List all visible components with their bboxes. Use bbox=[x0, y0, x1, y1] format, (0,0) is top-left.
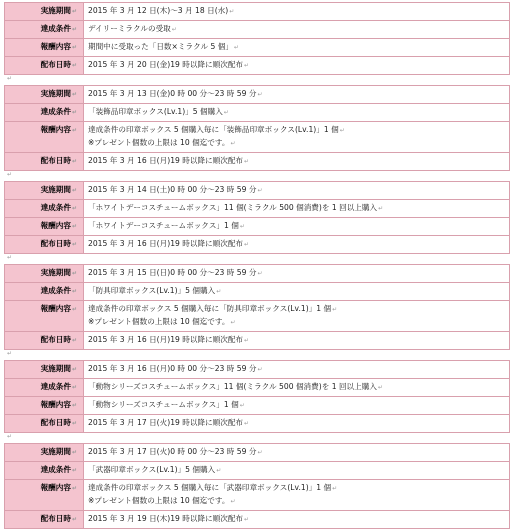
return-mark: ↵ bbox=[71, 127, 77, 134]
return-mark: ↵ bbox=[230, 319, 236, 326]
row-value bbox=[84, 39, 510, 57]
row-label-text: 実施期間 bbox=[40, 185, 71, 194]
row-label-text: 達成条件 bbox=[40, 382, 71, 391]
row-label bbox=[5, 153, 84, 171]
row-label bbox=[5, 200, 84, 218]
row-value bbox=[84, 265, 510, 283]
row-value bbox=[84, 86, 510, 104]
table-row bbox=[5, 361, 510, 379]
return-mark: ↵ bbox=[216, 288, 222, 295]
table-row bbox=[5, 397, 510, 415]
row-value bbox=[84, 511, 510, 529]
row-value bbox=[84, 462, 510, 480]
value-line bbox=[88, 267, 505, 280]
value-line bbox=[88, 399, 505, 412]
row-value bbox=[84, 57, 510, 75]
row-label-text: 実施期間 bbox=[40, 364, 71, 373]
return-mark: ↵ bbox=[257, 449, 263, 456]
value-line bbox=[88, 137, 505, 150]
return-mark: ↵ bbox=[71, 62, 77, 69]
value-line bbox=[88, 513, 505, 526]
row-label-text: 実施期間 bbox=[40, 447, 71, 456]
table-row bbox=[5, 283, 510, 301]
return-mark: ↵ bbox=[71, 306, 77, 313]
row-label-text: 配布日時 bbox=[40, 335, 71, 344]
value-line bbox=[88, 124, 505, 137]
table-row bbox=[5, 265, 510, 283]
value-line bbox=[88, 23, 505, 36]
row-label-text: 配布日時 bbox=[40, 418, 71, 427]
return-mark: ↵ bbox=[71, 420, 77, 427]
value-text: デイリーミラクルの受取 bbox=[88, 24, 171, 33]
row-value bbox=[84, 480, 510, 511]
row-value bbox=[84, 122, 510, 153]
return-mark: ↵ bbox=[71, 270, 77, 277]
row-label-text: 報酬内容 bbox=[40, 125, 71, 134]
return-mark: ↵ bbox=[257, 270, 263, 277]
return-mark: ↵ bbox=[332, 485, 338, 492]
row-label-text: 報酬内容 bbox=[40, 42, 71, 51]
value-text: 2015 年 3 月 14 日(土)0 時 00 分～23 時 59 分 bbox=[88, 185, 257, 194]
table-row bbox=[5, 332, 510, 350]
table-row bbox=[5, 462, 510, 480]
row-label-text: 報酬内容 bbox=[40, 221, 71, 230]
return-mark: ↵ bbox=[244, 516, 250, 523]
row-label-text: 報酬内容 bbox=[40, 400, 71, 409]
row-value bbox=[84, 415, 510, 433]
event-table bbox=[4, 85, 510, 171]
value-line bbox=[88, 59, 505, 72]
value-text: 2015 年 3 月 15 日(日)0 時 00 分～23 時 59 分 bbox=[88, 268, 257, 277]
row-label-text: 達成条件 bbox=[40, 24, 71, 33]
row-label bbox=[5, 480, 84, 511]
value-text: 「ホワイトデーコスチュームボックス」11 個(ミラクル 500 個消費)を 1 回以上購入 bbox=[88, 203, 378, 212]
return-mark: ↵ bbox=[7, 171, 13, 178]
value-text: 「動物シリーズコスチュームボックス」1 個 bbox=[88, 400, 239, 409]
value-line bbox=[88, 220, 505, 233]
value-line bbox=[88, 495, 505, 508]
row-value bbox=[84, 361, 510, 379]
value-text: 「動物シリーズコスチュームボックス」11 個(ミラクル 500 個消費)を 1 回以上購入 bbox=[88, 382, 377, 391]
event-table bbox=[4, 181, 510, 254]
return-mark: ↵ bbox=[71, 485, 77, 492]
row-label-text: 達成条件 bbox=[40, 286, 71, 295]
value-text: 2015 年 3 月 13 日(金)0 時 00 分～23 時 59 分 bbox=[88, 89, 257, 98]
value-text: 達成条件の印章ボックス 5 個購入毎に「武器印章ボックス(Lv.1)」1 個 bbox=[88, 483, 332, 492]
table-row bbox=[5, 153, 510, 171]
return-mark: ↵ bbox=[244, 337, 250, 344]
return-mark: ↵ bbox=[230, 498, 236, 505]
return-mark: ↵ bbox=[71, 187, 77, 194]
row-value bbox=[84, 301, 510, 332]
return-mark: ↵ bbox=[71, 288, 77, 295]
return-mark: ↵ bbox=[71, 467, 77, 474]
return-mark: ↵ bbox=[216, 467, 222, 474]
row-value bbox=[84, 332, 510, 350]
return-mark: ↵ bbox=[71, 516, 77, 523]
table-row bbox=[5, 511, 510, 529]
row-label-text: 実施期間 bbox=[40, 6, 71, 15]
row-label bbox=[5, 511, 84, 529]
value-line bbox=[88, 316, 505, 329]
table-row bbox=[5, 182, 510, 200]
value-line bbox=[88, 285, 505, 298]
table-row bbox=[5, 104, 510, 122]
paragraph-gap bbox=[4, 171, 510, 181]
event-table bbox=[4, 264, 510, 350]
value-text: 2015 年 3 月 20 日(金)19 時以降に順次配布 bbox=[88, 60, 244, 69]
return-mark: ↵ bbox=[71, 402, 77, 409]
return-mark: ↵ bbox=[71, 158, 77, 165]
row-label-text: 達成条件 bbox=[40, 107, 71, 116]
row-label bbox=[5, 182, 84, 200]
table-row bbox=[5, 3, 510, 21]
value-text: ※プレゼント個数の上限は 10 個迄です。 bbox=[88, 138, 230, 147]
value-line bbox=[88, 106, 505, 119]
row-label-text: 実施期間 bbox=[40, 89, 71, 98]
value-text: 「ホワイトデーコスチュームボックス」1 個 bbox=[88, 221, 239, 230]
row-label-text: 配布日時 bbox=[40, 514, 71, 523]
table-row bbox=[5, 39, 510, 57]
return-mark: ↵ bbox=[71, 384, 77, 391]
table-row bbox=[5, 480, 510, 511]
row-value bbox=[84, 200, 510, 218]
row-label bbox=[5, 283, 84, 301]
return-mark: ↵ bbox=[71, 91, 77, 98]
paragraph-gap bbox=[4, 350, 510, 360]
return-mark: ↵ bbox=[230, 140, 236, 147]
return-mark: ↵ bbox=[244, 420, 250, 427]
value-line bbox=[88, 5, 505, 18]
return-mark: ↵ bbox=[378, 205, 384, 212]
value-text: 2015 年 3 月 17 日(火)19 時以降に順次配布 bbox=[88, 418, 244, 427]
row-label-text: 配布日時 bbox=[40, 60, 71, 69]
row-label bbox=[5, 218, 84, 236]
row-label bbox=[5, 444, 84, 462]
table-row bbox=[5, 415, 510, 433]
row-label bbox=[5, 265, 84, 283]
row-value bbox=[84, 153, 510, 171]
return-mark: ↵ bbox=[71, 205, 77, 212]
value-text: 2015 年 3 月 12 日(木)～3 月 18 日(水) bbox=[88, 6, 229, 15]
row-value bbox=[84, 21, 510, 39]
return-mark: ↵ bbox=[7, 254, 13, 261]
table-row bbox=[5, 444, 510, 462]
return-mark: ↵ bbox=[244, 62, 250, 69]
row-value bbox=[84, 104, 510, 122]
row-label bbox=[5, 361, 84, 379]
row-value bbox=[84, 182, 510, 200]
value-line bbox=[88, 155, 505, 168]
event-table bbox=[4, 443, 510, 529]
table-row bbox=[5, 122, 510, 153]
value-text: 2015 年 3 月 16 日(月)0 時 00 分～23 時 59 分 bbox=[88, 364, 257, 373]
value-line bbox=[88, 41, 505, 54]
value-line bbox=[88, 446, 505, 459]
return-mark: ↵ bbox=[257, 187, 263, 194]
return-mark: ↵ bbox=[257, 366, 263, 373]
paragraph-gap bbox=[4, 254, 510, 264]
return-mark: ↵ bbox=[239, 223, 245, 230]
return-mark: ↵ bbox=[71, 223, 77, 230]
return-mark: ↵ bbox=[332, 306, 338, 313]
return-mark: ↵ bbox=[223, 109, 229, 116]
value-text: 2015 年 3 月 16 日(月)19 時以降に順次配布 bbox=[88, 239, 244, 248]
value-text: 「武器印章ボックス(Lv.1)」5 個購入 bbox=[88, 465, 216, 474]
value-text: 2015 年 3 月 19 日(木)19 時以降に順次配布 bbox=[88, 514, 244, 523]
value-text: ※プレゼント個数の上限は 10 個迄です。 bbox=[88, 317, 230, 326]
row-label bbox=[5, 415, 84, 433]
row-label bbox=[5, 301, 84, 332]
return-mark: ↵ bbox=[71, 26, 77, 33]
return-mark: ↵ bbox=[71, 44, 77, 51]
value-line bbox=[88, 464, 505, 477]
value-text: 達成条件の印章ボックス 5 個購入毎に「防具印章ボックス(Lv.1)」1 個 bbox=[88, 304, 332, 313]
value-text: 「装飾品印章ボックス(Lv.1)」5 個購入 bbox=[88, 107, 223, 116]
table-row bbox=[5, 379, 510, 397]
row-label bbox=[5, 397, 84, 415]
table-row bbox=[5, 218, 510, 236]
event-schedule-document bbox=[4, 2, 510, 529]
value-line bbox=[88, 363, 505, 376]
row-label-text: 配布日時 bbox=[40, 156, 71, 165]
return-mark: ↵ bbox=[71, 366, 77, 373]
return-mark: ↵ bbox=[257, 91, 263, 98]
value-text: 2015 年 3 月 16 日(月)19 時以降に順次配布 bbox=[88, 156, 244, 165]
return-mark: ↵ bbox=[71, 337, 77, 344]
table-row bbox=[5, 86, 510, 104]
return-mark: ↵ bbox=[171, 26, 177, 33]
row-value bbox=[84, 3, 510, 21]
value-line bbox=[88, 184, 505, 197]
return-mark: ↵ bbox=[229, 8, 235, 15]
value-line bbox=[88, 417, 505, 430]
row-label-text: 報酬内容 bbox=[40, 304, 71, 313]
paragraph-gap bbox=[4, 75, 510, 85]
return-mark: ↵ bbox=[233, 44, 239, 51]
value-text: 「防具印章ボックス(Lv.1)」5 個購入 bbox=[88, 286, 216, 295]
return-mark: ↵ bbox=[239, 402, 245, 409]
value-text: ※プレゼント個数の上限は 10 個迄です。 bbox=[88, 496, 230, 505]
table-row bbox=[5, 301, 510, 332]
event-table bbox=[4, 360, 510, 433]
value-line bbox=[88, 238, 505, 251]
row-value bbox=[84, 379, 510, 397]
value-text: 期間中に受取った「日数×ミラクル 5 個」 bbox=[88, 42, 233, 51]
return-mark: ↵ bbox=[71, 109, 77, 116]
return-mark: ↵ bbox=[71, 8, 77, 15]
return-mark: ↵ bbox=[244, 158, 250, 165]
row-label-text: 達成条件 bbox=[40, 465, 71, 474]
value-line bbox=[88, 88, 505, 101]
row-value bbox=[84, 236, 510, 254]
row-label bbox=[5, 21, 84, 39]
value-line bbox=[88, 303, 505, 316]
value-line bbox=[88, 202, 505, 215]
return-mark: ↵ bbox=[7, 75, 13, 82]
table-row bbox=[5, 200, 510, 218]
return-mark: ↵ bbox=[244, 241, 250, 248]
return-mark: ↵ bbox=[7, 433, 13, 440]
value-line bbox=[88, 381, 505, 394]
value-line bbox=[88, 482, 505, 495]
return-mark: ↵ bbox=[71, 241, 77, 248]
row-value bbox=[84, 218, 510, 236]
row-label bbox=[5, 236, 84, 254]
return-mark: ↵ bbox=[339, 127, 345, 134]
row-label bbox=[5, 462, 84, 480]
table-row bbox=[5, 57, 510, 75]
value-text: 2015 年 3 月 17 日(火)0 時 00 分～23 時 59 分 bbox=[88, 447, 257, 456]
row-label bbox=[5, 39, 84, 57]
paragraph-gap bbox=[4, 433, 510, 443]
row-label-text: 報酬内容 bbox=[40, 483, 71, 492]
row-label bbox=[5, 122, 84, 153]
value-line bbox=[88, 334, 505, 347]
row-label-text: 実施期間 bbox=[40, 268, 71, 277]
row-label-text: 達成条件 bbox=[40, 203, 71, 212]
row-label bbox=[5, 379, 84, 397]
row-label bbox=[5, 57, 84, 75]
row-label bbox=[5, 104, 84, 122]
row-label-text: 配布日時 bbox=[40, 239, 71, 248]
row-value bbox=[84, 283, 510, 301]
event-table bbox=[4, 2, 510, 75]
value-text: 達成条件の印章ボックス 5 個購入毎に「装飾品印章ボックス(Lv.1)」1 個 bbox=[88, 125, 339, 134]
return-mark: ↵ bbox=[377, 384, 383, 391]
row-value bbox=[84, 444, 510, 462]
table-row bbox=[5, 21, 510, 39]
row-label bbox=[5, 3, 84, 21]
row-value bbox=[84, 397, 510, 415]
table-row bbox=[5, 236, 510, 254]
row-label bbox=[5, 332, 84, 350]
row-label bbox=[5, 86, 84, 104]
value-text: 2015 年 3 月 16 日(月)19 時以降に順次配布 bbox=[88, 335, 244, 344]
return-mark: ↵ bbox=[71, 449, 77, 456]
return-mark: ↵ bbox=[7, 350, 13, 357]
